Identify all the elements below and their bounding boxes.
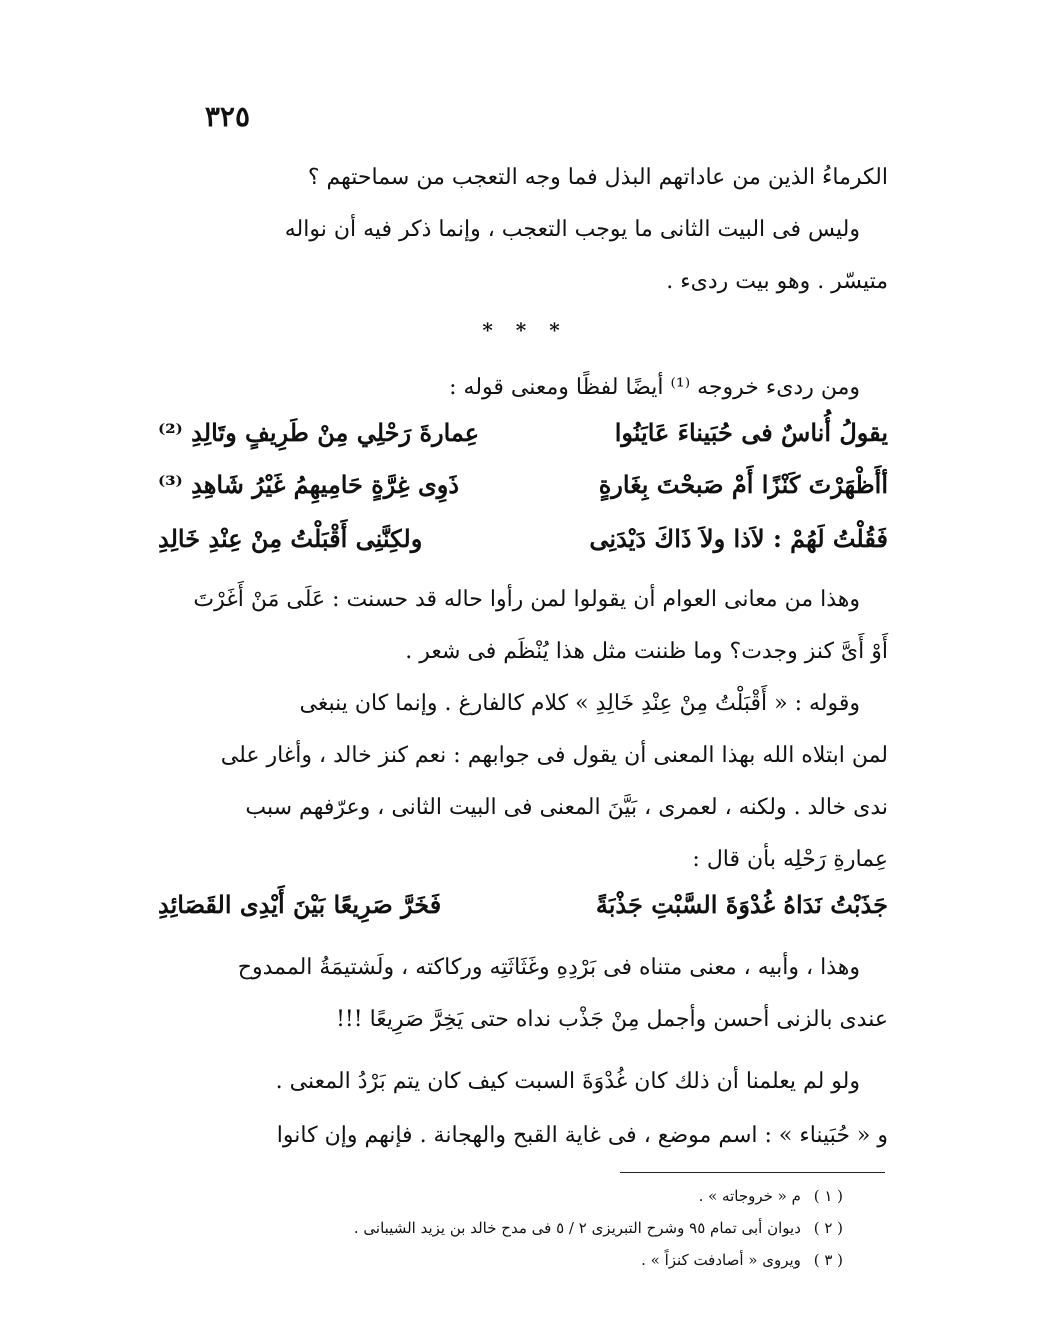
footnote-divider (620, 1172, 885, 1173)
verse-line (158, 418, 888, 468)
footnote (699, 1182, 843, 1210)
verse-hemistich-first: يقولُ أُناسٌ فى حُبَيناءَ عَايَنُوا (614, 418, 888, 447)
text-line: متيسّر . وهو بيت ردىء . (666, 269, 888, 294)
text-line: وهذا ، وأبيه ، معنى متناه فى بَرْدِهِ وغَثَاثَتِه وركاكته ، ولَشتيمَةُ الممدوح (237, 955, 860, 980)
text-line: عندى بالزنى أحسن وأجمل مِنْ جَذْب نداه حتى يَخِرَّ صَرِيعًا !!! (336, 1007, 888, 1032)
text-line: ندى خالد . ولكنه ، لعمرى ، بَيَّنَ المعنى فى البيت الثانى ، وعرّفهم سبب (245, 795, 888, 820)
text-line: وليس فى البيت الثانى ما يوجب التعجب ، وإنما ذكر فيه أن نواله (284, 217, 860, 242)
verse-line (158, 470, 888, 520)
verse-hemistich-second: ولكِنَّنِى أَقْبَلْتُ مِنْ عِنْدِ خَالِدِ (158, 524, 423, 553)
section-separator: * * * (482, 318, 568, 342)
verse-hemistich-first: جَذَبْتُ نَدَاهُ غُدْوَةَ السَّبْتِ جَذْبَةً (595, 890, 888, 919)
verse-hemistich-second: عِمارةَ رَحْلِي مِنْ طَرِيفٍ وتَالِدِ ⁽²⁾ (158, 418, 480, 447)
verse-hemistich-first: فَقُلْتُ لَهُمْ : لاَذا ولاَ ذَاكَ دَيْدَنِى (589, 524, 888, 553)
footnote-number: ( ١ ) (813, 1187, 843, 1205)
text-line: عِمارةِ رَحْلِه بأن قال : (692, 847, 888, 872)
text-line: و « حُبَيناء » : اسم موضع ، فى غاية القبح والهجانة . فإنهم وإن كانوا (276, 1123, 888, 1148)
verse-hemistich-first: أأَظْهَرْتَ كَنْزًا أَمْ صَبحْتَ بِغَارةٍ (598, 470, 888, 499)
verse-line (158, 890, 888, 940)
footnote-number: ( ٢ ) (813, 1219, 843, 1237)
footnote-text: م « خروجاته » . (698, 1187, 801, 1205)
text-line: الكرماءُ الذين من عاداتهم البذل فما وجه التعجب من سماحتهم ؟ (307, 165, 888, 190)
footnote-number: ( ٣ ) (813, 1251, 843, 1269)
footnote (354, 1214, 843, 1242)
text-line: ولو لم يعلمنا أن ذلك كان غُدْوَةَ السبت كيف كان يتم بَرْدُ المعنى . (275, 1069, 860, 1094)
footnote-text: ديوان أبى تمام ٩٥ وشرح التبريزى ٢ / ٥ فى مدح خالد بن يزيد الشيبانى . (353, 1219, 801, 1237)
verse-hemistich-second: ذَوِى غِرَّةٍ حَامِيهِمُ غَيْرُ شَاهِدِ ⁽³⁾ (158, 470, 460, 499)
text-line: أَوْ أَىَّ كنز وجدت؟ وما ظننت مثل هذا يُنْظَم فى شعر . (405, 639, 888, 664)
text-line: ومن ردىء خروجه ⁽¹⁾ أيضًا لفظًا ومعنى قوله : (449, 375, 860, 400)
page-number: ٣٢٥ (204, 100, 250, 133)
text-line: وهذا من معانى العوام أن يقولوا لمن رأوا حاله قد حسنت : عَلَى مَنْ أَغَرْتَ (193, 587, 860, 612)
text-line: لمن ابتلاه الله بهذا المعنى أن يقول فى جوابهم : نعم كنز خالد ، وأغار على (220, 743, 888, 768)
verse-line (158, 524, 888, 574)
text-line: وقوله : « أَقْبَلْتُ مِنْ عِنْدِ خَالِدِ » كلام كالفارغ . وإنما كان ينبغى (299, 691, 860, 716)
footnote (641, 1246, 843, 1274)
footnote-text: ويروى « أصادفت كنزاً » . (641, 1251, 801, 1269)
verse-hemistich-second: فَخَرَّ صَرِيعًا بَيْنَ أَيْدِى القَصَائِدِ (158, 890, 442, 919)
